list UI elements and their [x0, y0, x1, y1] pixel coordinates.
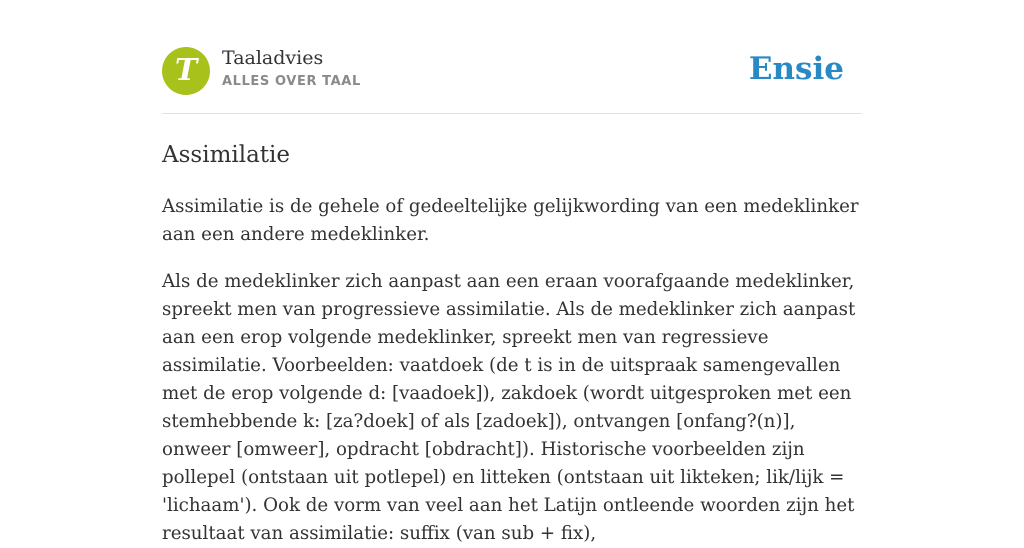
brand-name[interactable]: Taaladvies [222, 47, 324, 69]
brand-tagline: ALLES OVER TAAL [222, 74, 361, 89]
taaladvies-logo-icon[interactable]: T [162, 47, 210, 95]
article-title: Assimilatie [162, 142, 291, 168]
header [162, 0, 862, 114]
article-paragraph: Assimilatie is de gehele of gedeeltelijke gelijkwording van een medeklinker aan een andere medeklinker. [162, 196, 859, 245]
content-column [162, 0, 862, 548]
article-paragraph: Als de medeklinker zich aanpast aan een eraan voorafgaande medeklinker, spreekt men van progressieve assimilatie. Als de medeklinker zich aanpast aan een erop volgende medeklinker, spreekt men van regressieve assimilatie. Voorbeelden: vaatdoek (de t is in de uitspraak samengevallen met de erop volgende d: [vaadoek]), zakdoek (wordt uitgesproken met een stemhebbende k: [za?doek] of als [zadoek]), ontvangen [onfang?(n)], onweer [omweer], opdracht [obdracht]). Historische voorbeelden zijn pollepel (ontstaan uit potlepel) en litteken (ontstaan uit likteken; lik/lijk = 'lichaam'). Ook de vorm van veel aan het Latijn ontleende woorden zijn het resultaat van assimilatie: suffix (van sub + fix), [162, 271, 856, 544]
ensie-logo[interactable]: Ensie [748, 51, 844, 87]
